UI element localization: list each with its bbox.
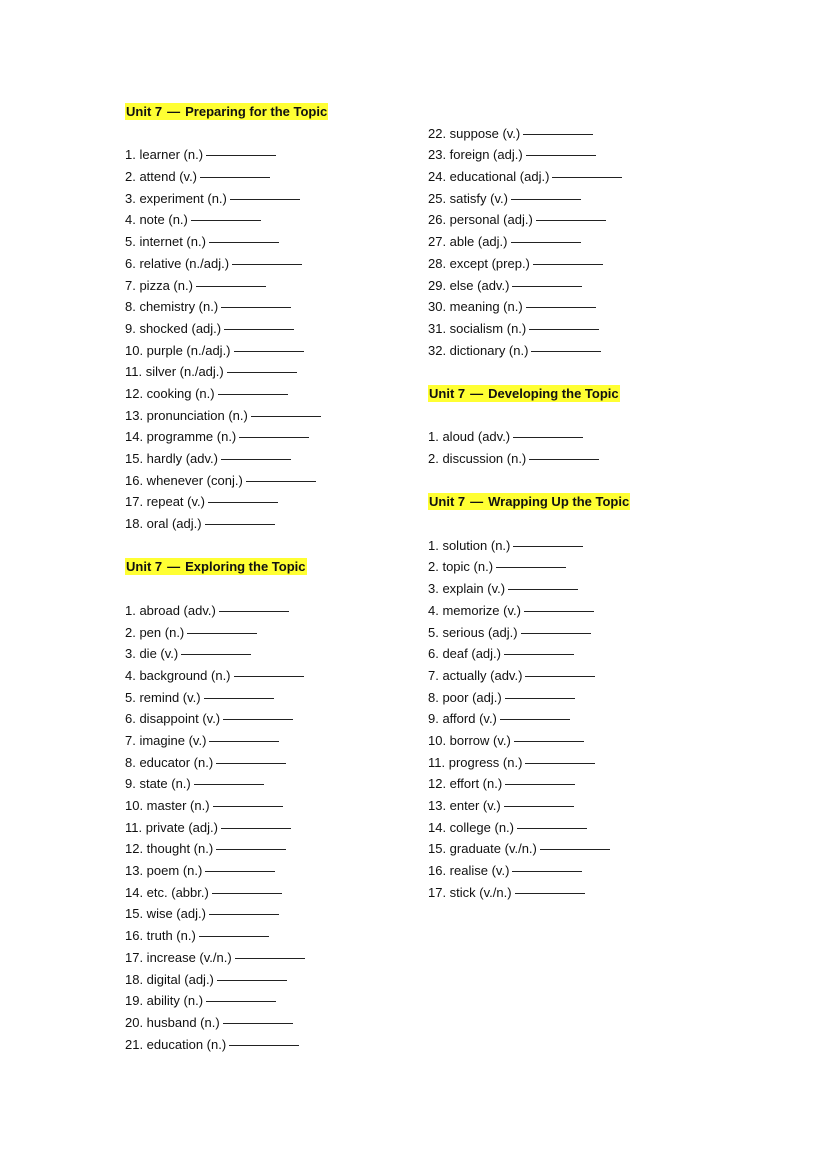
vocab-item [428,275,630,297]
vocab-word: 4. background (n.) [125,667,231,683]
vocab-item [428,231,630,253]
vocab-word: 2. discussion (n.) [428,451,527,466]
answer-blank [504,806,574,807]
answer-blank [496,567,566,568]
vocab-word: 13. pronunciation (n.) [125,407,248,423]
answer-blank [216,763,286,764]
section-heading-exploring: Unit 7 — Exploring the Topic [126,559,306,575]
answer-blank [525,676,595,677]
vocab-word: 1. aloud (adv.) [428,429,511,445]
vocab-word: 6. relative (n./adj.) [125,255,230,271]
vocab-word: 5. internet (n.) [125,234,206,250]
vocab-item [125,795,328,817]
vocab-word: 10. master (n.) [125,798,210,813]
answer-blank [529,459,599,460]
vocab-item [428,426,630,448]
vocab-item [125,903,328,925]
vocab-item [125,838,328,860]
vocab-word: 3. explain (v.) [428,581,506,597]
vocab-item [428,795,630,817]
answer-blank [536,220,606,221]
vocab-word: 14. etc. (abbr.) [125,884,209,900]
vocab-word: 18. digital (adj.) [125,971,214,987]
vocab-word: 1. solution (n.) [428,537,511,553]
answer-blank [512,286,582,287]
vocab-item [428,209,630,231]
vocab-word: 12. effort (n.) [428,776,503,792]
vocab-word: 12. cooking (n.) [125,385,215,401]
answer-blank [529,329,599,330]
vocab-word: 2. topic (n.) [428,559,494,575]
vocab-word: 17. stick (v./n.) [428,884,512,900]
vocab-item [125,361,328,383]
vocab-item [125,426,328,448]
answer-blank [511,242,581,243]
vocab-word: 5. remind (v.) [125,689,201,705]
vocab-word: 26. personal (adj.) [428,212,533,228]
vocab-item [428,838,630,860]
vocab-item [428,687,630,709]
vocab-item [125,340,328,362]
vocab-word: 9. state (n.) [125,776,191,792]
vocab-item [125,318,328,340]
answer-blank [521,633,591,634]
vocab-word: 14. college (n.) [428,819,514,835]
answer-blank [526,155,596,156]
word-list-exploring-part2 [428,123,630,362]
vocab-word: 13. enter (v.) [428,798,501,813]
vocab-word: 9. afford (v.) [428,711,497,727]
vocab-word: 10. borrow (v.) [428,732,511,748]
answer-blank [218,394,288,395]
word-list-developing [428,426,630,469]
answer-blank [229,1045,299,1046]
word-list-wrapping [428,535,630,904]
answer-blank [540,849,610,850]
vocab-word: 9. shocked (adj.) [125,320,222,336]
answer-blank [251,416,321,417]
vocab-word: 16. whenever (conj.) [125,472,243,488]
answer-blank [217,980,287,981]
answer-blank [526,307,596,308]
vocab-item [125,665,328,687]
vocab-item [125,990,328,1012]
answer-blank [213,806,283,807]
answer-blank [523,134,593,135]
vocab-item [428,817,630,839]
answer-blank [216,849,286,850]
answer-blank [524,611,594,612]
vocab-item [125,383,328,405]
vocab-word: 3. experiment (n.) [125,190,227,206]
answer-blank [234,351,304,352]
answer-blank [500,719,570,720]
vocab-word: 25. satisfy (v.) [428,190,508,206]
vocab-item [428,578,630,600]
answer-blank [552,177,622,178]
answer-blank [205,871,275,872]
vocab-item [428,535,630,557]
answer-blank [511,199,581,200]
word-list-exploring-part1 [125,600,328,1055]
vocab-word: 22. suppose (v.) [428,125,521,141]
vocab-word: 7. pizza (n.) [125,277,193,293]
vocab-item [428,773,630,795]
vocab-item [125,231,328,253]
answer-blank [505,784,575,785]
vocab-item [125,600,328,622]
answer-blank [525,763,595,764]
answer-blank [246,481,316,482]
answer-blank [187,633,257,634]
answer-blank [219,611,289,612]
vocab-word: 17. repeat (v.) [125,494,205,510]
answer-blank [513,437,583,438]
vocab-item [125,188,328,210]
vocab-item [125,773,328,795]
answer-blank [533,264,603,265]
answer-blank [208,502,278,503]
vocab-word: 17. increase (v./n.) [125,949,232,965]
vocab-item [428,622,630,644]
vocab-item [125,166,328,188]
vocab-word: 20. husband (n.) [125,1014,220,1030]
answer-blank [508,589,578,590]
answer-blank [206,155,276,156]
section-heading-developing: Unit 7 — Developing the Topic [429,385,619,401]
vocab-item [428,123,630,145]
answer-blank [205,524,275,525]
vocab-word: 5. serious (adj.) [428,624,518,640]
vocab-word: 10. purple (n./adj.) [125,342,231,358]
vocab-word: 1. learner (n.) [125,147,204,163]
vocab-word: 7. imagine (v.) [125,732,207,748]
vocab-item [428,882,630,904]
answer-blank [517,828,587,829]
vocab-word: 24. educational (adj.) [428,169,550,185]
vocab-item [125,209,328,231]
vocab-item [428,643,630,665]
vocab-item [125,687,328,709]
vocab-word: 30. meaning (n.) [428,299,523,315]
answer-blank [230,199,300,200]
vocab-word: 2. pen (n.) [125,624,185,640]
vocab-item [125,817,328,839]
answer-blank [239,437,309,438]
vocab-word: 4. memorize (v.) [428,602,521,618]
answer-blank [181,654,251,655]
vocab-word: 6. deaf (adj.) [428,646,501,662]
answer-blank [194,784,264,785]
answer-blank [204,698,274,699]
vocab-item [125,253,328,275]
vocab-word: 29. else (adv.) [428,277,510,293]
vocab-item [428,665,630,687]
answer-blank [232,264,302,265]
vocab-word: 31. socialism (n.) [428,320,527,336]
answer-blank [512,871,582,872]
vocab-word: 8. chemistry (n.) [125,299,219,315]
vocab-word: 11. progress (n.) [428,754,523,770]
vocab-word: 19. ability (n.) [125,993,204,1009]
vocab-item [428,448,630,470]
vocab-item [428,296,630,318]
answer-blank [209,741,279,742]
vocab-word: 3. die (v.) [125,646,179,662]
vocab-item [428,188,630,210]
vocab-item [125,925,328,947]
vocab-word: 8. educator (n.) [125,754,214,770]
answer-blank [221,459,291,460]
vocab-word: 15. graduate (v./n.) [428,841,537,857]
section-heading-wrapping: Unit 7 — Wrapping Up the Topic [429,494,630,510]
vocab-item [125,752,328,774]
vocab-item [428,340,630,362]
answer-blank [212,893,282,894]
vocab-word: 4. note (n.) [125,212,188,228]
vocab-item [428,144,630,166]
answer-blank [221,307,291,308]
vocab-word: 7. actually (adv.) [428,667,523,683]
vocab-item [428,166,630,188]
answer-blank [514,741,584,742]
vocab-item [428,860,630,882]
vocab-word: 14. programme (n.) [125,429,237,445]
answer-blank [505,698,575,699]
vocab-item [428,318,630,340]
right-column [428,101,630,903]
vocab-word: 12. thought (n.) [125,841,214,857]
vocab-item [125,947,328,969]
answer-blank [235,958,305,959]
vocab-item [125,144,328,166]
vocab-word: 11. silver (n./adj.) [125,364,224,380]
vocab-word: 28. except (prep.) [428,255,530,271]
answer-blank [223,1023,293,1024]
answer-blank [191,220,261,221]
answer-blank [223,719,293,720]
vocab-word: 32. dictionary (n.) [428,342,529,358]
vocab-item [125,730,328,752]
vocab-item [428,253,630,275]
vocab-word: 8. poor (adj.) [428,689,502,705]
answer-blank [199,936,269,937]
answer-blank [209,914,279,915]
vocab-item [125,708,328,730]
vocab-word: 1. abroad (adv.) [125,602,216,618]
vocab-word: 21. education (n.) [125,1036,227,1052]
vocab-word: 16. truth (n.) [125,928,196,944]
vocab-word: 6. disappoint (v.) [125,711,221,727]
vocab-item [125,1012,328,1034]
vocab-item [125,448,328,470]
vocab-item [125,296,328,318]
vocab-word: 15. wise (adj.) [125,906,206,922]
vocab-word: 18. oral (adj.) [125,516,202,532]
vocab-item [125,622,328,644]
section-heading-preparing: Unit 7 — Preparing for the Topic [126,104,328,119]
vocab-word: 2. attend (v.) [125,169,198,185]
word-list-preparing [125,144,328,534]
vocab-item [125,860,328,882]
answer-blank [531,351,601,352]
answer-blank [515,893,585,894]
vocab-word: 23. foreign (adj.) [428,147,523,163]
vocab-item [428,752,630,774]
vocab-item [125,969,328,991]
vocab-word: 15. hardly (adv.) [125,451,218,466]
answer-blank [206,1001,276,1002]
vocab-item [428,708,630,730]
answer-blank [221,828,291,829]
vocab-word: 27. able (adj.) [428,234,508,250]
vocab-word: 11. private (adj.) [125,819,218,835]
vocab-item [125,643,328,665]
vocab-item [125,882,328,904]
vocab-item [125,513,328,535]
vocab-item [125,470,328,492]
answer-blank [196,286,266,287]
vocab-item [125,491,328,513]
vocab-word: 16. realise (v.) [428,863,510,879]
left-column [125,101,328,1055]
vocab-item [428,600,630,622]
answer-blank [200,177,270,178]
vocab-item [428,556,630,578]
answer-blank [209,242,279,243]
vocab-item [125,405,328,427]
vocab-item [125,1034,328,1056]
answer-blank [504,654,574,655]
answer-blank [513,546,583,547]
vocab-item [125,275,328,297]
answer-blank [224,329,294,330]
vocab-item [428,730,630,752]
vocab-word: 13. poem (n.) [125,863,203,879]
answer-blank [227,372,297,373]
answer-blank [234,676,304,677]
